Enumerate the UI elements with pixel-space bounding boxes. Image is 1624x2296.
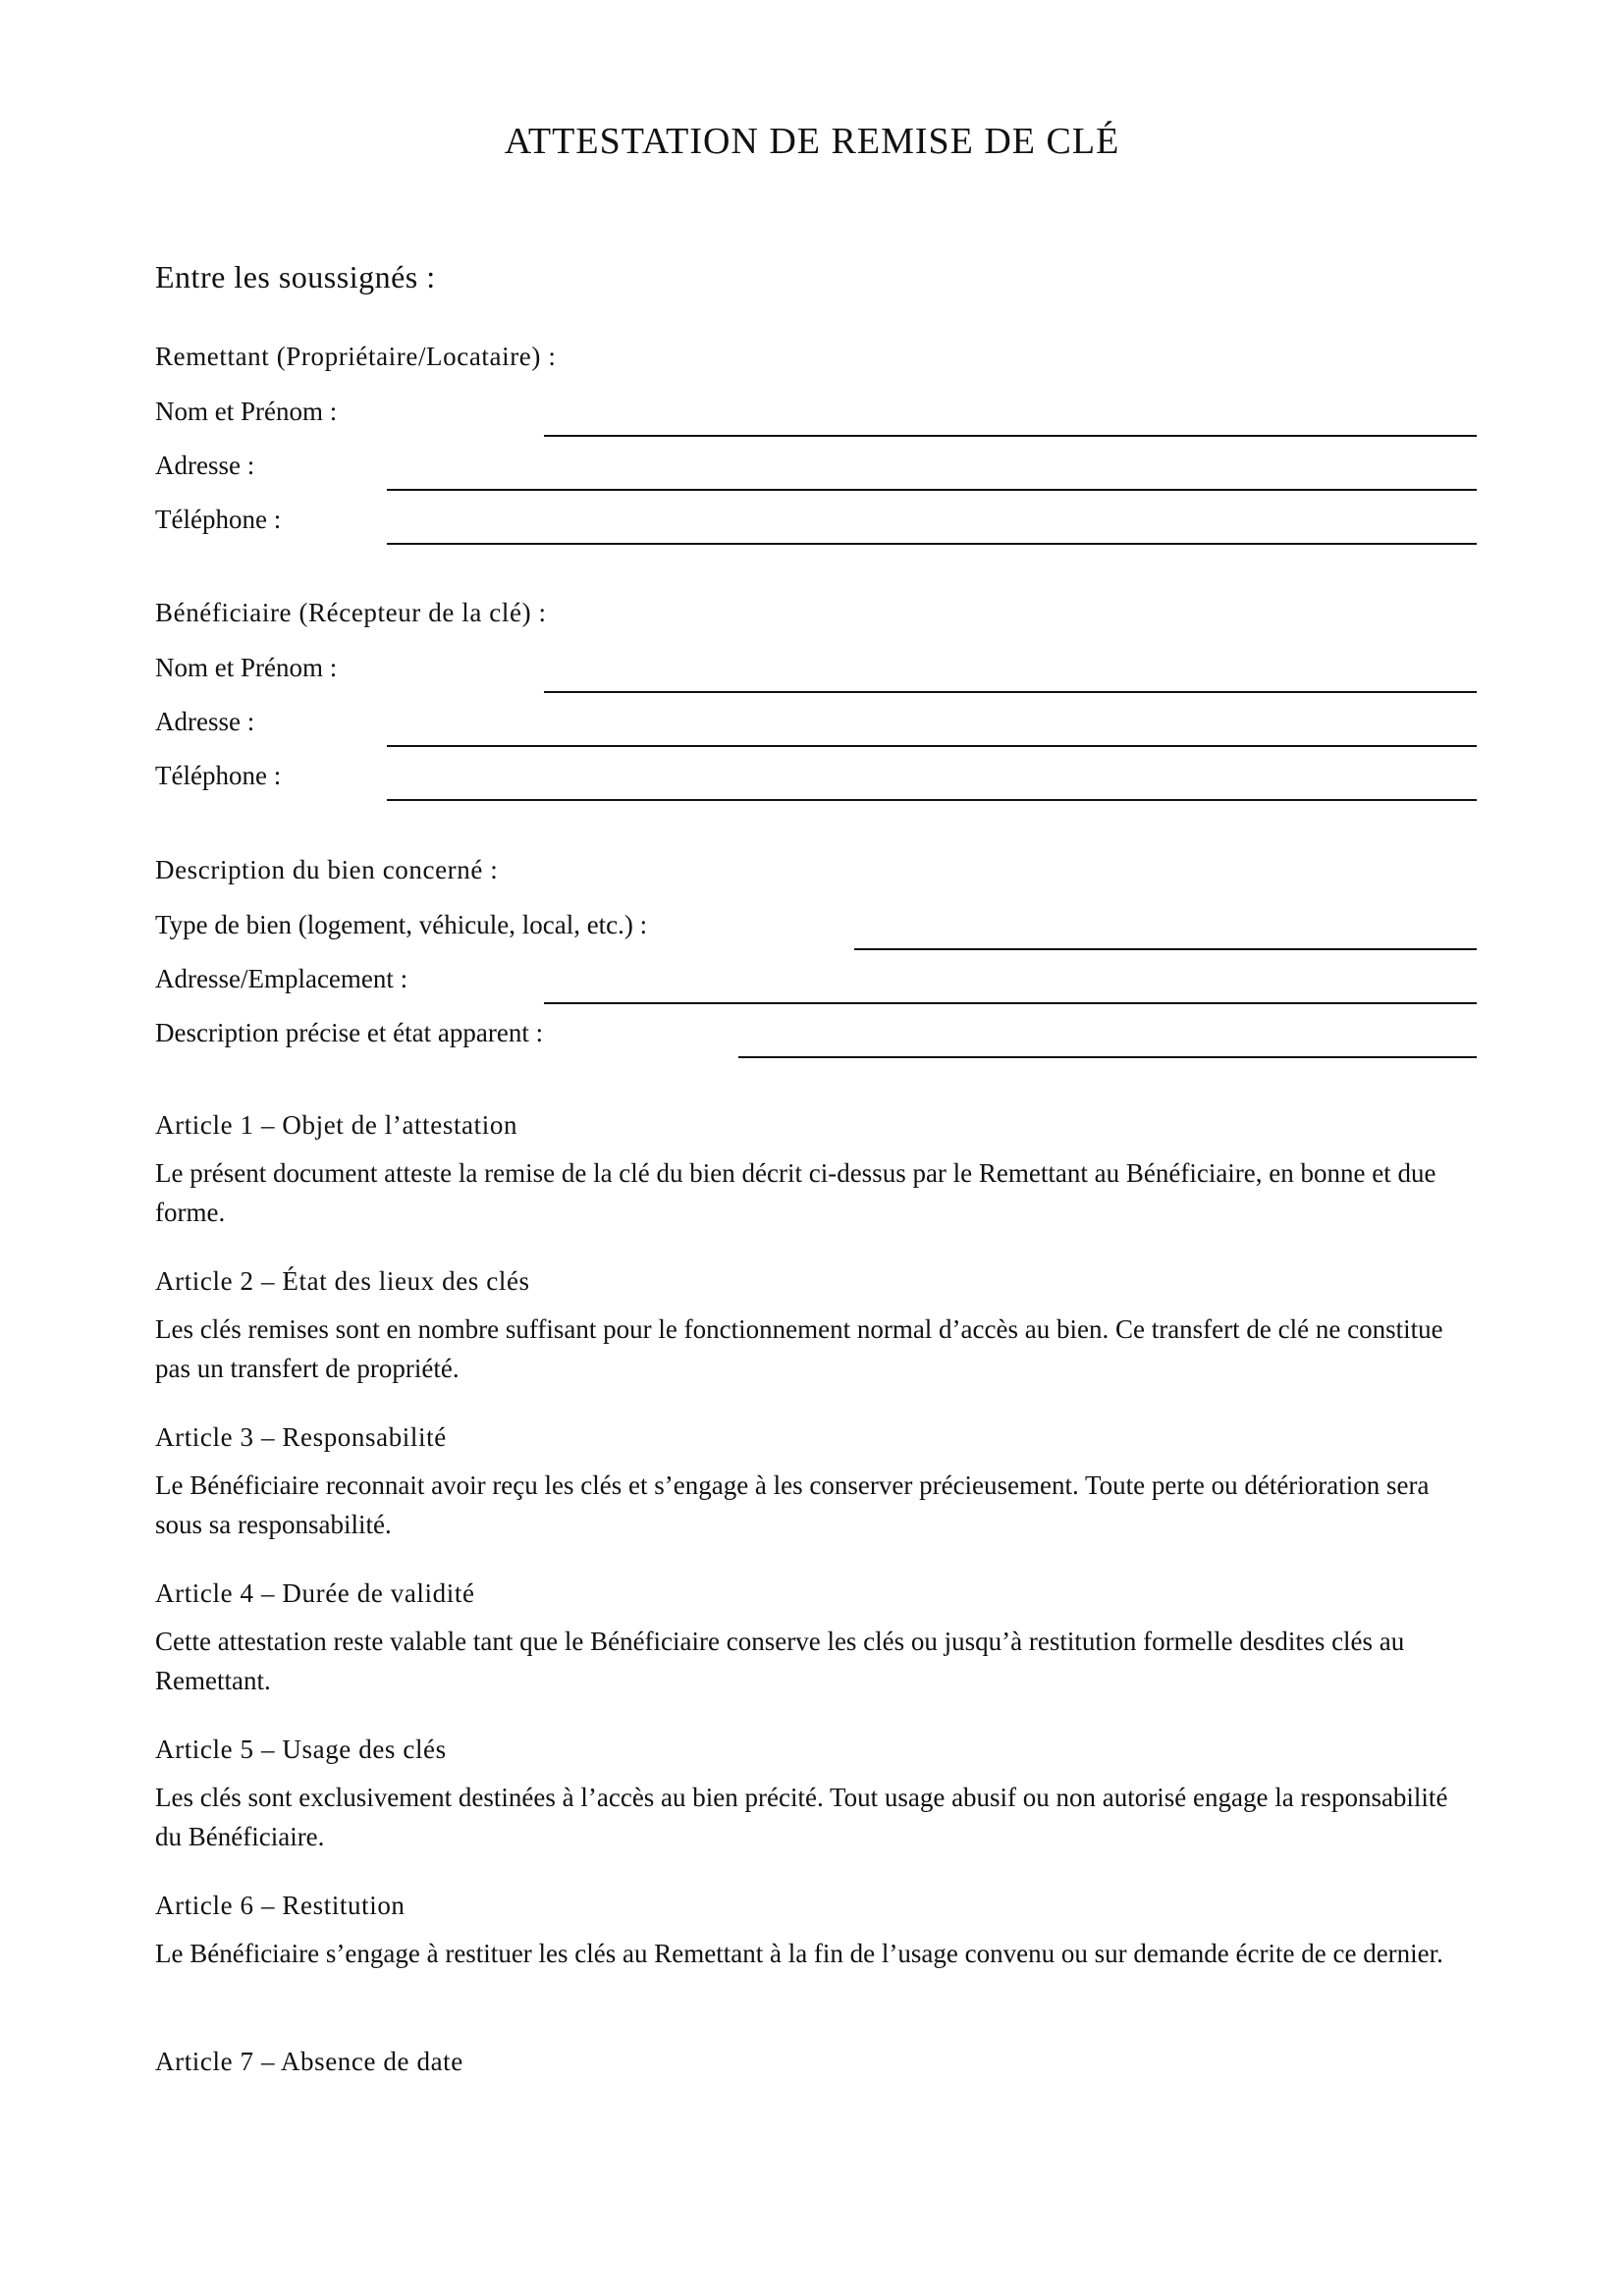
remettant-address-field[interactable]: [387, 489, 1477, 491]
bien-type-row: [155, 903, 1477, 942]
remettant-heading: Remettant (Propriétaire/Locataire) :: [155, 342, 557, 371]
bien-address-row: [155, 957, 1477, 996]
article-5-title: Article 5 – Usage des clés: [155, 1735, 447, 1764]
bien-type-label: Type de bien (logement, véhicule, local, etc.) :: [155, 910, 648, 939]
bien-heading: Description du bien concerné :: [155, 855, 499, 884]
document-title: ATTESTATION DE REMISE DE CLÉ: [504, 121, 1120, 162]
article-4-title: Article 4 – Durée de validité: [155, 1578, 475, 1608]
bien-description-field[interactable]: [738, 1056, 1477, 1058]
remettant-address-row: [155, 444, 1477, 483]
bien-address-label: Adresse/Emplacement :: [155, 964, 408, 993]
remettant-phone-field[interactable]: [387, 543, 1477, 545]
beneficiaire-address-field[interactable]: [387, 745, 1477, 747]
bien-address-field[interactable]: [544, 1002, 1477, 1004]
beneficiaire-name-field[interactable]: [544, 691, 1477, 693]
beneficiaire-address-row: [155, 700, 1477, 739]
remettant-name-row: [155, 390, 1477, 429]
bien-description-label: Description précise et état apparent :: [155, 1018, 544, 1047]
article-1-text: Le présent document atteste la remise de la clé du bien décrit ci-dessus par le Remettant au Bénéficiaire, en bonne et due forme.: [155, 1158, 1436, 1227]
beneficiaire-name-label: Nom et Prénom :: [155, 653, 338, 682]
article-3-title: Article 3 – Responsabilité: [155, 1422, 447, 1452]
article-1-title: Article 1 – Objet de l’attestation: [155, 1110, 518, 1140]
article-6-title: Article 6 – Restitution: [155, 1891, 406, 1920]
article-6-text: Le Bénéficiaire s’engage à restituer les clés au Remettant à la fin de l’usage convenu ou sur demande écrite de ce dernier.: [155, 1939, 1443, 1968]
bien-type-field[interactable]: [854, 948, 1477, 950]
remettant-name-label: Nom et Prénom :: [155, 397, 338, 426]
beneficiaire-phone-field[interactable]: [387, 799, 1477, 801]
beneficiaire-phone-row: [155, 754, 1477, 793]
article-3-text: Le Bénéficiaire reconnait avoir reçu les clés et s’engage à les conserver précieusement. Toute perte ou détérioration sera sous sa responsabilité.: [155, 1470, 1430, 1539]
remettant-name-field[interactable]: [544, 435, 1477, 437]
article-5-text: Les clés sont exclusivement destinées à l’accès au bien précité. Tout usage abusif ou non autorisé engage la responsabilité du Bénéficiaire.: [155, 1783, 1448, 1851]
article-7-title: Article 7 – Absence de date: [155, 2047, 463, 2076]
beneficiaire-name-row: [155, 646, 1477, 685]
parties-intro: Entre les soussignés :: [155, 259, 436, 294]
beneficiaire-address-label: Adresse :: [155, 707, 255, 736]
remettant-phone-row: [155, 498, 1477, 537]
article-4-text: Cette attestation reste valable tant que le Bénéficiaire conserve les clés ou jusqu’à restitution formelle desdites clés au Remettant.: [155, 1627, 1405, 1695]
remettant-address-label: Adresse :: [155, 451, 255, 480]
remettant-phone-label: Téléphone :: [155, 505, 282, 534]
beneficiaire-phone-label: Téléphone :: [155, 761, 282, 790]
article-2-title: Article 2 – État des lieux des clés: [155, 1266, 530, 1296]
article-2-text: Les clés remises sont en nombre suffisant pour le fonctionnement normal d’accès au bien. Ce transfert de clé ne constitue pas un transfert de propriété.: [155, 1314, 1443, 1383]
beneficiaire-heading: Bénéficiaire (Récepteur de la clé) :: [155, 598, 547, 627]
bien-description-row: [155, 1011, 1477, 1050]
